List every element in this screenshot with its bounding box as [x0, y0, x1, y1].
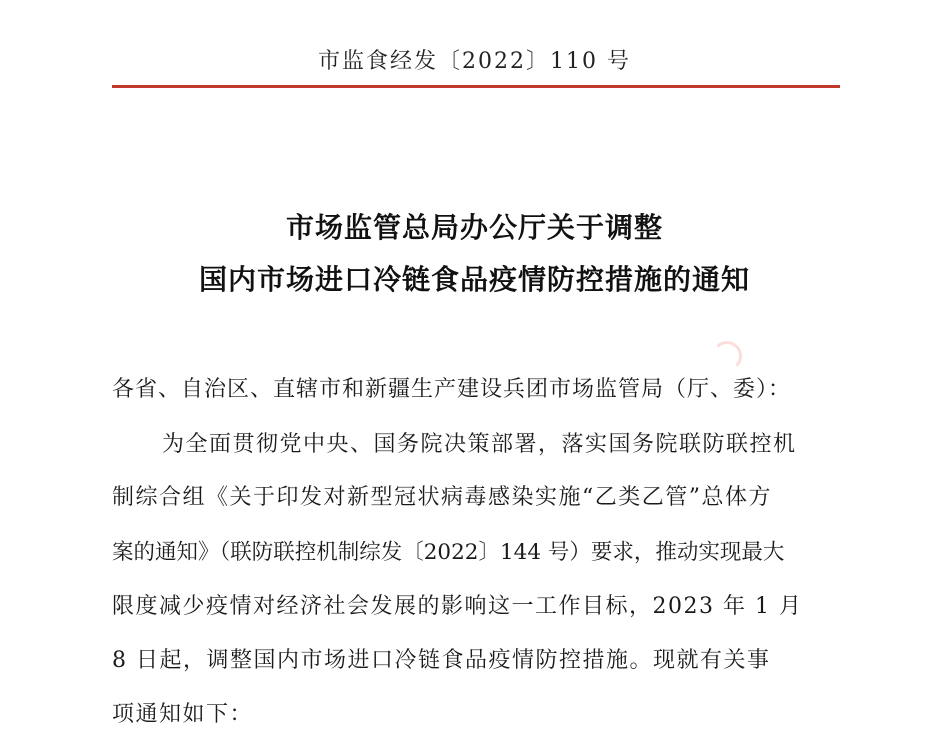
- paragraph-line: 制综合组《关于印发对新型冠状病毒感染实施“乙类乙管”总体方: [112, 485, 772, 510]
- paragraph-line: 案的通知》（联防联控机制综发〔2022〕144 号）要求，推动实现最大: [112, 540, 785, 565]
- document-title-line-1: 市场监管总局办公厅关于调整: [285, 211, 663, 244]
- paragraph-line: 为全面贯彻党中央、国务院决策部署，落实国务院联防联控机: [162, 432, 797, 457]
- paragraph-line: 8 日起，调整国内市场进口冷链食品疫情防控措施。现就有关事: [112, 648, 771, 673]
- red-header-rule: [112, 85, 840, 88]
- paragraph-line: 项通知如下：: [112, 702, 254, 727]
- watermark-mark: [712, 341, 742, 371]
- salutation: 各省、自治区、直辖市和新疆生产建设兵团市场监管局（厅、委）：: [112, 377, 792, 402]
- document-number: 市监食经发〔2022〕110 号: [318, 49, 631, 74]
- document-title-line-2: 国内市场进口冷链食品疫情防控措施的通知: [198, 263, 750, 296]
- paragraph-line: 限度减少疫情对经济社会发展的影响这一工作目标，2023 年 1 月: [112, 594, 803, 619]
